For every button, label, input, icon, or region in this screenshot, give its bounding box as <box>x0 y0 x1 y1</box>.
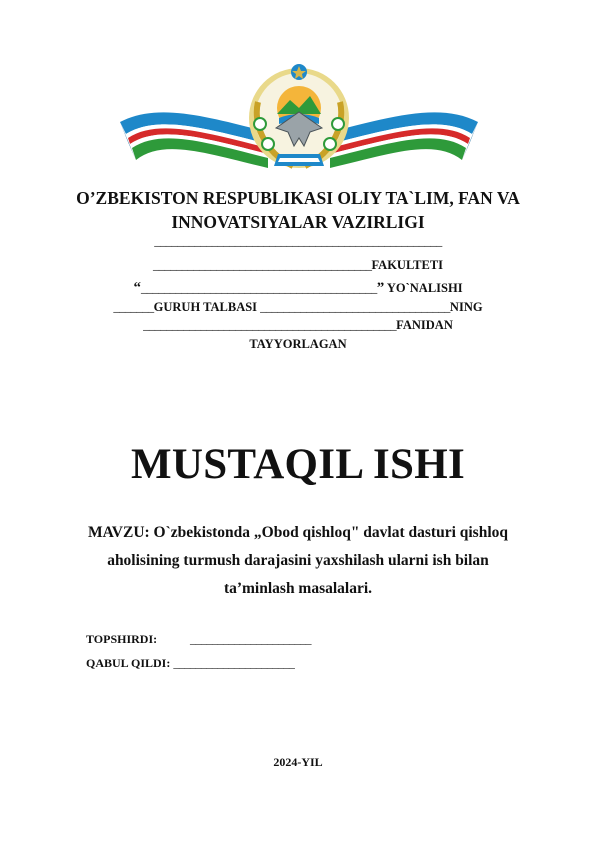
submitted-label: TOPSHIRDI: <box>86 632 158 646</box>
direction-label: YO`NALISHI <box>384 281 463 295</box>
ministry-heading <box>0 186 596 234</box>
direction-blank: _________________________________________ <box>140 281 377 295</box>
ministry-line-1: O’ZBEKISTON RESPUBLIKASI OLIY TA`LIM, FAN VA <box>76 188 520 208</box>
uzbekistan-state-emblem-icon <box>118 62 480 170</box>
year-label: 2024-YIL <box>273 755 323 769</box>
subject-line <box>0 318 596 333</box>
direction-line <box>0 280 596 297</box>
topic-line-2: aholisining turmush darajasini yaxshilash ularni ish bilan <box>107 552 489 569</box>
faculty-blank: ______________________________________ <box>152 258 372 272</box>
blank-line <box>0 234 596 249</box>
right-ribbon <box>330 112 478 168</box>
direction-close-quote: ” <box>376 280 385 296</box>
submitted-blank: ______________________ <box>190 632 311 646</box>
prepared-label: TAYYORLAGAN <box>249 337 347 351</box>
blank-underline: __________________________________________________ <box>154 234 442 248</box>
faculty-label: FAKULTETI <box>371 258 444 272</box>
topic-line-1: MAVZU: O`zbekistonda „Obod qishloq" davlat dasturi qishloq <box>87 524 509 541</box>
group-label: GURUH TALBASI <box>153 300 261 314</box>
accepted-label: QABUL QILDI: <box>86 656 174 670</box>
ministry-line-2: INNOVATSIYALAR VAZIRLIGI <box>171 212 425 232</box>
submitted-line <box>86 632 311 647</box>
faculty-line <box>0 258 596 273</box>
left-ribbon <box>120 112 268 168</box>
subject-blank: ____________________________________________ <box>143 318 397 332</box>
topic-block <box>60 519 536 603</box>
document-title: MUSTAQIL ISHI <box>130 441 466 488</box>
group-suffix: NING <box>449 300 483 314</box>
group-blank-2: _________________________________ <box>260 300 450 314</box>
subject-label: FANIDAN <box>396 318 453 332</box>
accepted-blank: ______________________ <box>173 656 295 670</box>
group-blank-1: _______ <box>113 300 154 314</box>
direction-open-quote: “ <box>133 280 141 296</box>
group-line <box>0 300 596 315</box>
accepted-line <box>86 656 294 671</box>
topic-line-3: ta’minlash masalalari. <box>223 580 373 597</box>
